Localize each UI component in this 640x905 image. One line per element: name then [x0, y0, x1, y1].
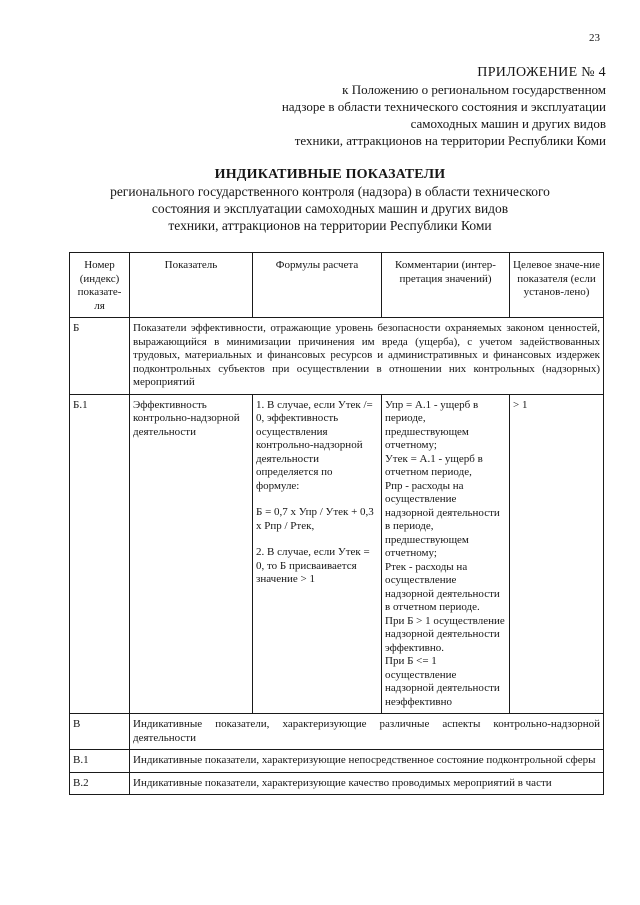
page-number: 23: [589, 32, 600, 44]
table-row-section-v: [70, 714, 604, 750]
appendix-line: самоходных машин и других видов: [410, 116, 606, 131]
comment-line: Утек = А.1 - ущерб в отчетном периоде,: [385, 452, 483, 478]
formula-paragraph: 1. В случае, если Утек /= 0, эффективность осуществления контрольно-надзорной деятельности определяется по формуле:: [256, 398, 373, 492]
appendix-line: техники, аттракционов на территории Республики Коми: [294, 133, 606, 148]
comment-line: Рпр - расходы на осуществление надзорной деятельности в периоде, предшествующем отчетному;: [385, 479, 500, 559]
appendix-line: надзоре в области технического состояния и эксплуатации: [281, 99, 606, 114]
appendix-block: [282, 64, 606, 149]
comment-line: При Б > 1 осуществление надзорной деятельности эффективно.: [385, 614, 505, 654]
document-heading: [60, 166, 600, 234]
table-row-section-b: [70, 318, 604, 395]
appendix-line: к Положению о региональном государственном: [342, 82, 606, 97]
row-code: В.2: [70, 772, 130, 795]
header-formula: Формулы расчета: [253, 253, 382, 318]
row-code: Б: [70, 318, 130, 395]
row-code: Б.1: [70, 394, 130, 714]
comment-line: При Б <= 1 осуществление надзорной деятельности неэффективно: [385, 655, 500, 708]
table-row-b1: [70, 394, 604, 714]
comment-cell: [382, 394, 510, 714]
header-comment: Комментарии (интер-претация значений): [382, 253, 510, 318]
header-number: Номер (индекс) показате-ля: [70, 253, 130, 318]
formula-paragraph: 2. В случае, если Утек = 0, то Б присваивается значение > 1: [256, 546, 370, 585]
indicators-table: [69, 252, 604, 795]
section-description: Индикативные показатели, характеризующие непосредственное состояние подконтрольной сферы: [130, 750, 604, 773]
section-description: Индикативные показатели, характеризующие качество проводимых мероприятий в части: [130, 772, 604, 795]
document-subtitle-line: техники, аттракционов на территории Республики Коми: [168, 218, 492, 233]
table-row-v2: [70, 772, 604, 795]
comment-line: Ртек - расходы на осуществление надзорной деятельности в отчетном периоде.: [385, 560, 500, 613]
indicator-name: Эффективность контрольно-надзорной деятельности: [130, 394, 253, 714]
document-subtitle-line: регионального государственного контроля (надзора) в области технического: [110, 184, 550, 199]
comment-line: Упр = А.1 - ущерб в периоде, предшествующем отчетному;: [385, 398, 479, 451]
formula-cell: [253, 394, 382, 714]
table-header-row: [70, 253, 604, 318]
target-value: > 1: [510, 394, 604, 714]
section-description: Показатели эффективности, отражающие уровень безопасности охраняемых законом ценностей, выражающийся в минимизации причинения им вреда (ущерба), с учетом задействованных трудовых, материальных и финансовых ресурсов и административных и финансовых издержек подконтрольных субъектов при осуществлении в отношении них контрольных (надзорных) мероприятий: [130, 318, 604, 395]
formula-paragraph: Б = 0,7 x Упр / Утек + 0,3 x Рпр / Ртек,: [256, 506, 374, 532]
row-code: В.1: [70, 750, 130, 773]
header-target: Целевое значе-ние показателя (если установ-лено): [510, 253, 604, 318]
appendix-title: ПРИЛОЖЕНИЕ № 4: [477, 65, 606, 80]
document-subtitle-line: состояния и эксплуатации самоходных машин и других видов: [151, 201, 509, 216]
section-description: Индикативные показатели, характеризующие различные аспекты контрольно-надзорной деятельности: [130, 714, 604, 750]
table-row-v1: [70, 750, 604, 773]
document-title: ИНДИКАТИВНЫЕ ПОКАЗАТЕЛИ: [214, 167, 446, 182]
row-code: В: [70, 714, 130, 750]
header-indicator: Показатель: [130, 253, 253, 318]
